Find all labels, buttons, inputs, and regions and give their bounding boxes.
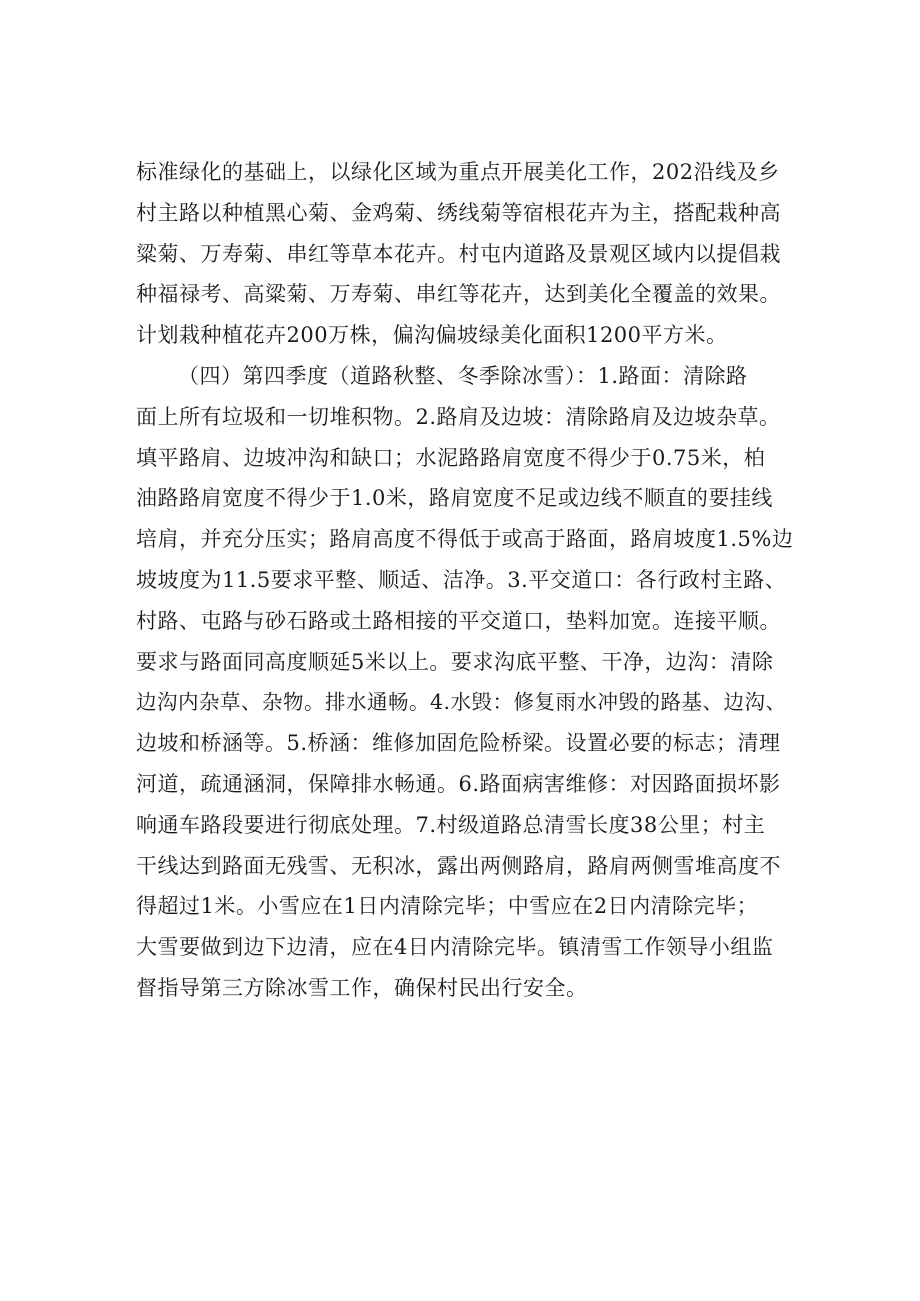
text-line: 计划栽种植花卉200万株，偏沟偏坡绿美化面积1200平方米。 [136,323,728,348]
text-line: 种福禄考、高粱菊、万寿菊、串红等花卉，达到美化全覆盖的效果。 [136,282,781,307]
text-line: 村主路以种植黑心菊、金鸡菊、绣线菊等宿根花卉为主，搭配栽种高 [136,200,781,225]
body-text [136,152,796,1009]
text-line: 坡坡度为11.5要求平整、顺适、洁净。3.平交道口：各行政村主路、 [136,567,787,592]
text-line: 干线达到路面无残雪、无积冰，露出两侧路肩，路肩两侧雪堆高度不 [136,853,781,878]
text-line: 大雪要做到边下边清，应在4日内清除完毕。镇清雪工作领导小组监 [136,935,774,960]
text-line: 边沟内杂草、杂物。排水通畅。4.水毁：修复雨水冲毁的路基、边沟、 [136,690,787,715]
text-line-first: （四）第四季度（道路秋整、冬季除冰雪）：1.路面：清除路 [178,363,748,388]
text-line: 粱菊、万寿菊、串红等草本花卉。村屯内道路及景观区域内以提倡栽 [136,241,781,266]
text-line: 边坡和桥涵等。5.桥涵：维修加固危险桥梁。设置必要的标志；清理 [136,731,781,756]
text-line: 培肩，并充分压实；路肩高度不得低于或高于路面，路肩坡度1.5%边 [136,527,794,552]
text-line: 河道，疏通涵洞，保障排水畅通。6.路面病害维修：对因路面损坏影 [136,771,781,796]
paragraph-fourth-quarter [136,356,796,1009]
text-line: 响通车路段要进行彻底处理。7.村级道路总清雪长度38公里；村主 [136,812,766,837]
text-line: 要求与路面同高度顺延5米以上。要求沟底平整、干净，边沟：清除 [136,649,774,674]
paragraph-greening [136,152,796,356]
text-line: 得超过1米。小雪应在1日内清除完毕；中雪应在2日内清除完毕； [136,894,759,919]
text-line: 标准绿化的基础上，以绿化区域为重点开展美化工作，202沿线及乡 [136,160,780,184]
text-line: 油路路肩宽度不得少于1.0米，路肩宽度不足或边线不顺直的要挂线 [136,486,773,511]
text-line: 面上所有垃圾和一切堆积物。2.路肩及边坡：清除路肩及边坡杂草。 [136,404,781,429]
text-line: 督指导第三方除冰雪工作，确保村民出行安全。 [136,975,588,1000]
text-line: 村路、屯路与砂石路或土路相接的平交道口，垫料加宽。连接平顺。 [136,608,781,633]
text-line: 填平路肩、边坡冲沟和缺口；水泥路路肩宽度不得少于0.75米，柏 [136,445,766,470]
